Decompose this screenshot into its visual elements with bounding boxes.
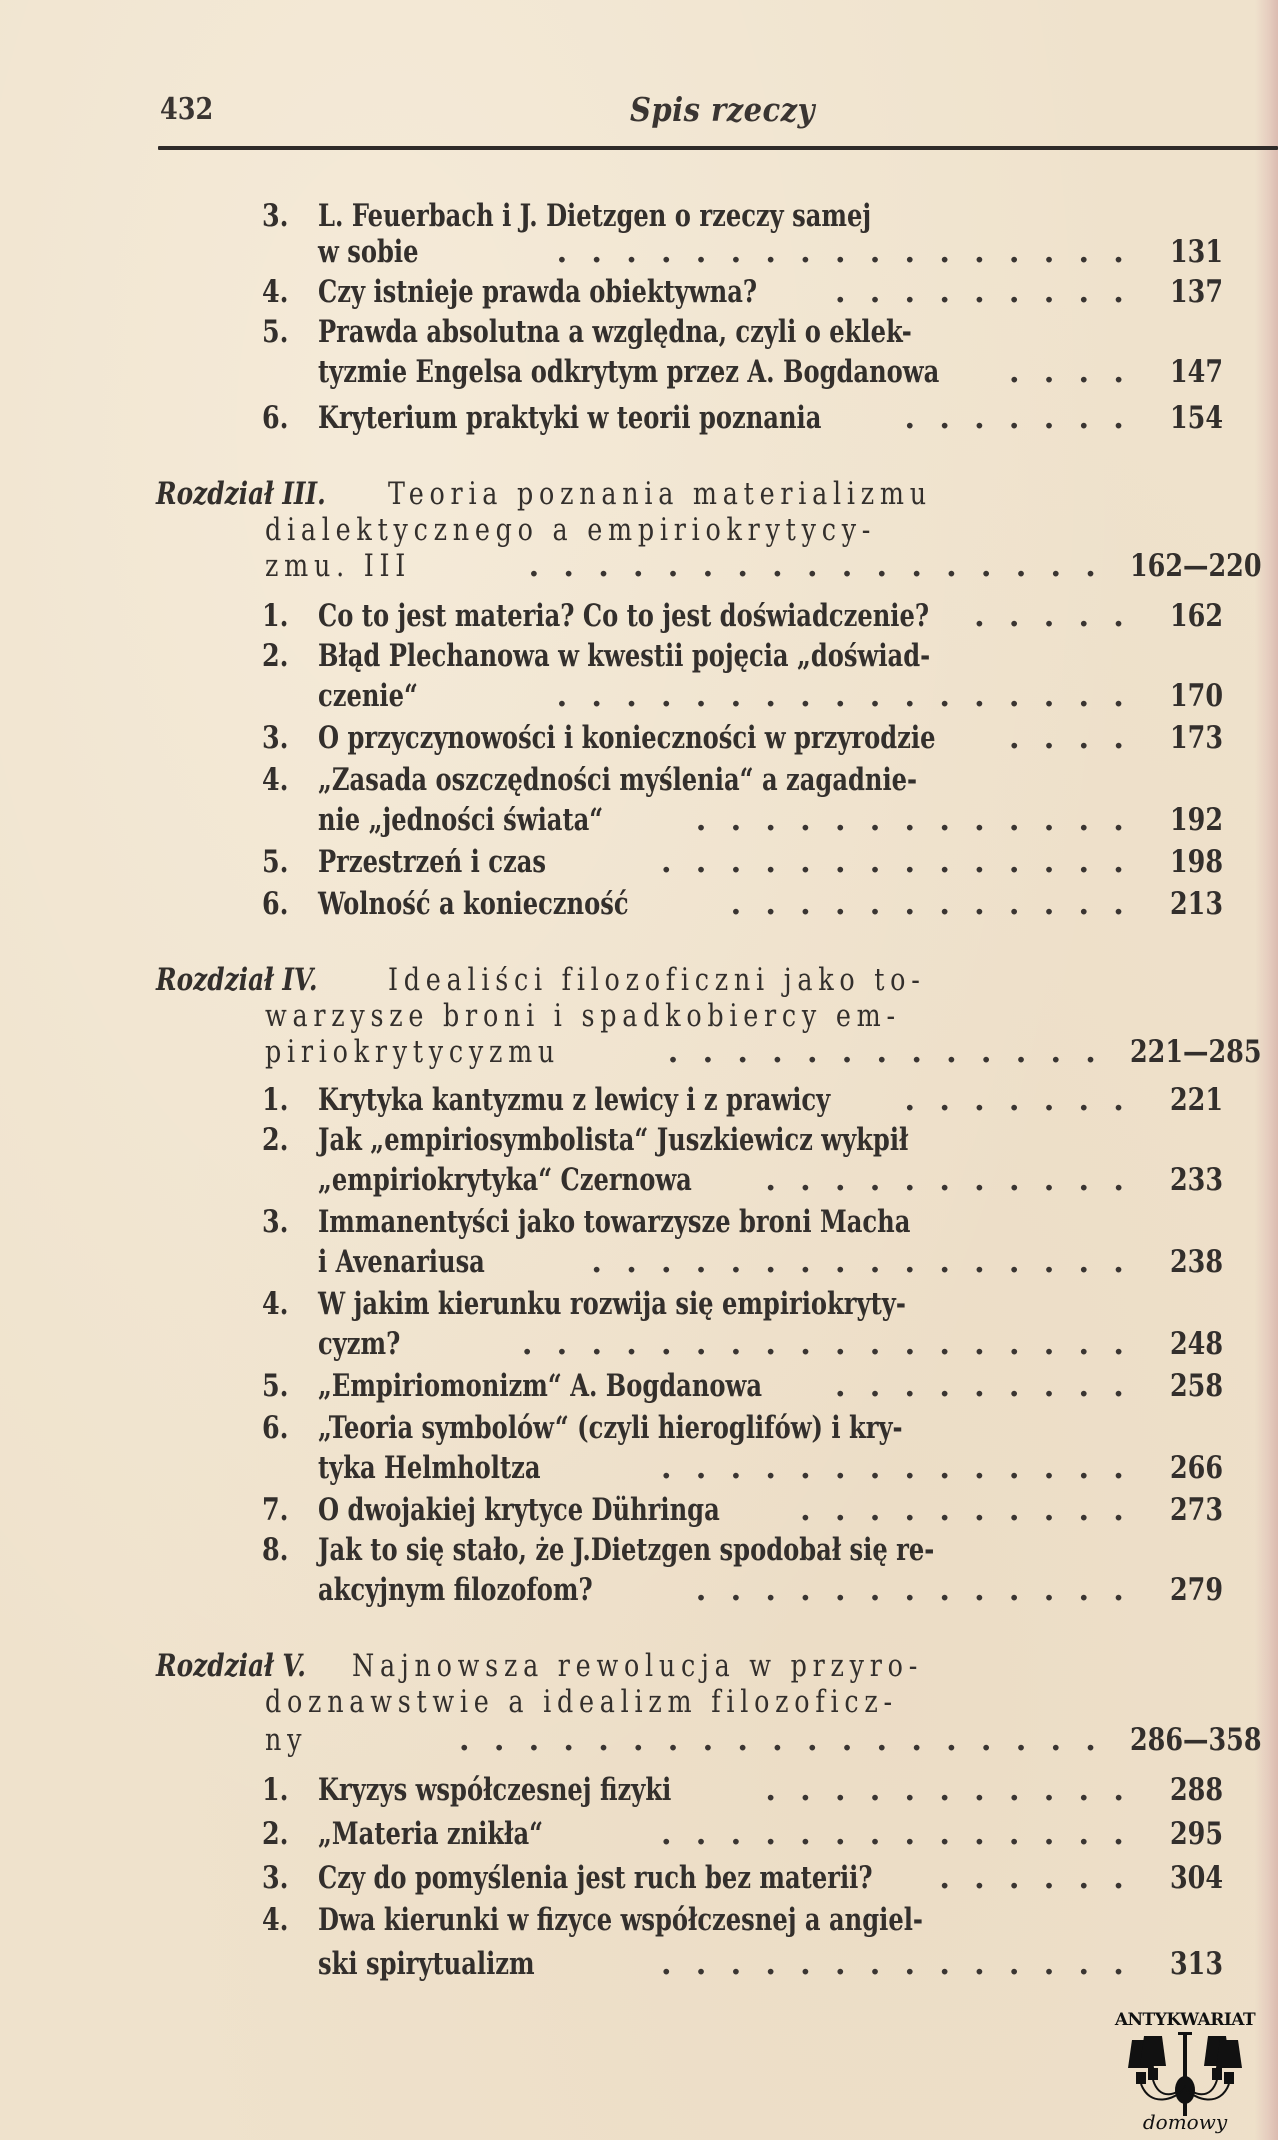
chapter-title: Idealiści filozoficzni jako to- [388, 962, 926, 998]
dot-leader: ................. [528, 548, 1120, 584]
entry-number: 3. [262, 1860, 289, 1896]
entry-title: w sobie [318, 234, 419, 270]
chapter-label: Rozdział III. [156, 476, 326, 512]
entry-page-number[interactable]: 248 [1170, 1326, 1224, 1362]
entry-number: 2. [262, 1122, 289, 1158]
chapter-heading-line [0, 960, 1278, 1000]
toc-entry-line [0, 1858, 1278, 1898]
chapter-heading-line [0, 1720, 1278, 1760]
dot-leader: ............. [695, 1572, 1148, 1608]
entry-number: 4. [262, 762, 289, 798]
entry-number: 6. [262, 1410, 289, 1446]
entry-title: Immanentyści jako towarzysze broni Macha [318, 1204, 911, 1240]
entry-title: Jak „empiriosymbolista“ Juszkiewicz wykpił [318, 1122, 909, 1158]
chapter-title: ny [265, 1722, 308, 1758]
entry-page-number[interactable]: 137 [1170, 274, 1224, 310]
toc-entry-line [0, 1366, 1278, 1406]
entry-page-number[interactable]: 295 [1170, 1816, 1224, 1852]
toc-entry-line [0, 398, 1278, 438]
dot-leader: ....... [904, 400, 1148, 436]
entry-title: nie „jedności świata“ [318, 802, 604, 838]
entry-page-number[interactable]: 131 [1170, 234, 1224, 270]
entry-title: i Avenariusa [318, 1244, 485, 1280]
entry-page-number[interactable]: 266 [1170, 1450, 1224, 1486]
chapter-title: warzysze broni i spadkobiercy em- [265, 998, 901, 1034]
entry-title: „Zasada oszczędności myślenia“ a zagadnie- [318, 762, 918, 798]
entry-number: 7. [262, 1492, 289, 1528]
entry-number: 5. [262, 1368, 289, 1404]
toc-entry-line [0, 1080, 1278, 1120]
toc-entry-line [0, 196, 1278, 236]
entry-number: 2. [262, 1816, 289, 1852]
entry-number: 4. [262, 274, 289, 310]
entry-number: 5. [262, 844, 289, 880]
entry-page-number[interactable]: 170 [1170, 678, 1224, 714]
chapter-label: Rozdział IV. [156, 962, 318, 998]
entry-number: 4. [262, 1902, 289, 1938]
toc-entry-line [0, 884, 1278, 924]
chapter-heading-line [0, 1682, 1278, 1722]
entry-number: 1. [262, 598, 289, 634]
entry-page-number[interactable]: 213 [1170, 886, 1224, 922]
entry-number: 6. [262, 886, 289, 922]
toc-entry-line [0, 596, 1278, 636]
toc-entry-line [0, 1448, 1278, 1488]
entry-title: Czy do pomyślenia jest ruch bez materii? [318, 1860, 873, 1896]
entry-page-number[interactable]: 288 [1170, 1772, 1224, 1808]
entry-page-number[interactable]: 221 [1170, 1082, 1224, 1118]
dot-leader: ....... [904, 1082, 1148, 1118]
stamp-top-text: ANTYKWARIAT [1114, 2010, 1256, 2030]
entry-number: 3. [262, 198, 289, 234]
toc-entry-line [0, 1324, 1278, 1364]
chapter-title: piriokrytycyzmu [265, 1034, 561, 1070]
entry-number: 5. [262, 314, 289, 350]
toc-entry-line [0, 842, 1278, 882]
entry-title: Kryterium praktyki w teorii poznania [318, 400, 822, 436]
toc-entry-line [0, 1284, 1278, 1324]
entry-title: Wolność a konieczność [318, 886, 629, 922]
entry-page-number[interactable]: 173 [1170, 720, 1224, 756]
toc-entry-line [0, 352, 1278, 392]
chapter-label: Rozdział V. [156, 1648, 306, 1684]
dot-leader: ................. [556, 234, 1148, 270]
chapter-heading-line [0, 546, 1278, 586]
dot-leader: .............. [660, 844, 1148, 880]
dot-leader: ................... [458, 1722, 1120, 1758]
toc-entry-line [0, 1570, 1278, 1610]
toc-entry-line [0, 1814, 1278, 1854]
dot-leader: .............. [660, 1946, 1148, 1982]
entry-title: Błąd Plechanowa w kwestii pojęcia „doświad- [318, 638, 931, 674]
entry-title: czenie“ [318, 678, 418, 714]
toc-entry-line [0, 1202, 1278, 1242]
dot-leader: ............. [667, 1034, 1120, 1070]
entry-title: „Teoria symbolów“ (czyli hieroglifów) i kry- [318, 1410, 903, 1446]
entry-title: Co to jest materia? Co to jest doświadczenie? [318, 598, 930, 634]
toc-entry-line [0, 1120, 1278, 1160]
entry-number: 6. [262, 400, 289, 436]
dot-leader: .................. [521, 1326, 1148, 1362]
chapter-title: Teoria poznania materializmu [388, 476, 932, 512]
dot-leader: ........... [765, 1772, 1148, 1808]
entry-title: O przyczynowości i konieczności w przyrodzie [318, 720, 936, 756]
entry-page-number[interactable]: 304 [1170, 1860, 1224, 1896]
toc-entry-line [0, 272, 1278, 312]
entry-page-number[interactable]: 313 [1170, 1946, 1224, 1982]
entry-page-number[interactable]: 238 [1170, 1244, 1224, 1280]
entry-title: ski spirytualizm [318, 1946, 535, 1982]
chapter-title: Najnowsza rewolucja w przyro- [352, 1648, 924, 1684]
entry-number: 2. [262, 638, 289, 674]
entry-page-number[interactable]: 192 [1170, 802, 1224, 838]
entry-page-number[interactable]: 198 [1170, 844, 1224, 880]
toc-entry-line [0, 1770, 1278, 1810]
toc-entry-line [0, 1900, 1278, 1940]
entry-number: 1. [262, 1772, 289, 1808]
header-rule [158, 146, 1278, 150]
toc-entry-line [0, 1530, 1278, 1570]
dot-leader: ................. [556, 678, 1148, 714]
entry-title: O dwojakiej krytyce Dühringa [318, 1492, 720, 1528]
entry-title: tyzmie Engelsa odkrytym przez A. Bogdanowa [318, 354, 940, 390]
entry-page-number[interactable]: 258 [1170, 1368, 1224, 1404]
chapter-page-range[interactable]: 162—220 [1130, 548, 1262, 584]
dot-leader: ........... [765, 1162, 1148, 1198]
dot-leader: ............ [730, 886, 1148, 922]
chapter-title: doznawstwie a idealizm filozoficz- [265, 1684, 898, 1720]
dot-leader: ............. [695, 802, 1148, 838]
chapter-title: dialektycznego a empiriokrytycy- [265, 512, 877, 548]
entry-number: 3. [262, 1204, 289, 1240]
stamp-bottom-text: domowy [1142, 2110, 1228, 2134]
entry-title: akcyjnym filozofom? [318, 1572, 593, 1608]
entry-title: „Empiriomonizm“ A. Bogdanowa [318, 1368, 763, 1404]
entry-title: Dwa kierunki w fizyce współczesnej a angiel- [318, 1902, 923, 1938]
chapter-title: zmu. III [265, 548, 412, 584]
entry-title: Jak to się stało, że J.Dietzgen spodobał się re- [318, 1532, 935, 1568]
entry-number: 1. [262, 1082, 289, 1118]
toc-entry-line [0, 1242, 1278, 1282]
chapter-page-range[interactable]: 286—358 [1130, 1722, 1262, 1758]
entry-page-number[interactable]: 154 [1170, 400, 1224, 436]
entry-page-number[interactable]: 279 [1170, 1572, 1224, 1608]
dot-leader: .......... [800, 1492, 1148, 1528]
entry-title: „empiriokrytyka“ Czernowa [318, 1162, 692, 1198]
entry-page-number[interactable]: 162 [1170, 598, 1224, 634]
dot-leader: .... [1008, 354, 1148, 390]
dot-leader: ...... [939, 1860, 1148, 1896]
entry-number: 4. [262, 1286, 289, 1322]
toc-entry-line [0, 676, 1278, 716]
entry-title: Krytyka kantyzmu z lewicy i z prawicy [318, 1082, 831, 1118]
entry-page-number[interactable]: 147 [1170, 354, 1224, 390]
entry-title: tyka Helmholtza [318, 1450, 541, 1486]
toc-entry-line [0, 1408, 1278, 1448]
toc-entry-line [0, 312, 1278, 352]
toc-entry-line [0, 232, 1278, 272]
chandelier-icon [1120, 2028, 1250, 2118]
entry-page-number[interactable]: 273 [1170, 1492, 1224, 1528]
chapter-heading-line [0, 996, 1278, 1036]
toc-entry-line [0, 1490, 1278, 1530]
entry-title: Prawda absolutna a względna, czyli o eklek- [318, 314, 912, 350]
toc-entry-line [0, 760, 1278, 800]
toc-entry-line [0, 1160, 1278, 1200]
dot-leader: .............. [660, 1816, 1148, 1852]
toc-entry-line [0, 636, 1278, 676]
entry-title: Przestrzeń i czas [318, 844, 547, 880]
entry-title: „Materia znikła“ [318, 1816, 544, 1852]
running-title: Spis rzeczy [630, 90, 815, 129]
toc-entry-line [0, 1944, 1278, 1984]
entry-title: Kryzys współczesnej fizyki [318, 1772, 672, 1808]
chapter-heading-line [0, 474, 1278, 514]
dot-leader: ......... [834, 1368, 1148, 1404]
chapter-page-range[interactable]: 221—285 [1130, 1034, 1262, 1070]
chapter-heading-line [0, 1646, 1278, 1686]
dot-leader: ......... [834, 274, 1148, 310]
page-number: 432 [160, 92, 214, 127]
chapter-heading-line [0, 1032, 1278, 1072]
dot-leader: .... [1008, 720, 1148, 756]
antykwariat-stamp [1110, 2010, 1260, 2140]
entry-page-number[interactable]: 233 [1170, 1162, 1224, 1198]
toc-entry-line [0, 718, 1278, 758]
entry-title: cyzm? [318, 1326, 401, 1362]
entry-number: 8. [262, 1532, 289, 1568]
dot-leader: .............. [660, 1450, 1148, 1486]
toc-entry-line [0, 800, 1278, 840]
dot-leader: ..... [974, 598, 1148, 634]
dot-leader: ................ [591, 1244, 1148, 1280]
entry-number: 3. [262, 720, 289, 756]
entry-title: L. Feuerbach i J. Dietzgen o rzeczy samej [318, 198, 872, 234]
chapter-heading-line [0, 510, 1278, 550]
entry-title: Czy istnieje prawda obiektywna? [318, 274, 758, 310]
entry-title: W jakim kierunku rozwija się empiriokryty- [318, 1286, 906, 1322]
